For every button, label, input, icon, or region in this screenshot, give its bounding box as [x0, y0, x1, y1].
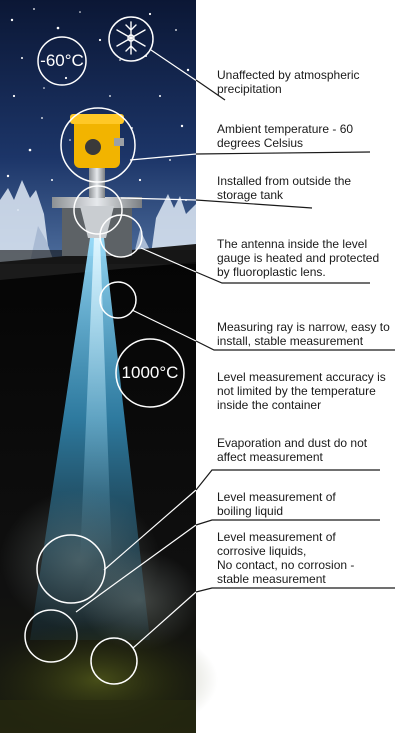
label-boiling-liquid: Level measurement of boiling liquid	[217, 490, 336, 518]
gauge-window	[85, 139, 101, 155]
cable-gland	[114, 138, 124, 146]
gauge-housing-cap	[70, 114, 124, 124]
hot-temperature-badge: 1000°C	[121, 363, 179, 382]
label-antenna-heated: The antenna inside the level gauge is heated and protected by fluoroplastic lens.	[217, 237, 380, 279]
label-measuring-ray: Measuring ray is narrow, easy to install, stable measurement	[217, 320, 390, 348]
label-corrosive-liquids: Level measurement of corrosive liquids, No contact, no corrosion - stable measurement	[217, 530, 355, 586]
liquid-bottom	[0, 700, 196, 733]
label-evaporation: Evaporation and dust do not affect measurement	[217, 436, 368, 464]
label-ambient-temperature: Ambient temperature - 60 degrees Celsius	[217, 122, 354, 150]
label-accuracy: Level measurement accuracy is not limited by the temperature inside the container	[217, 370, 386, 412]
label-precipitation: Unaffected by atmospheric precipitation	[217, 68, 360, 96]
cold-temperature-badge: -60°C	[40, 51, 84, 70]
label-installed-outside: Installed from outside the storage tank	[217, 174, 352, 202]
